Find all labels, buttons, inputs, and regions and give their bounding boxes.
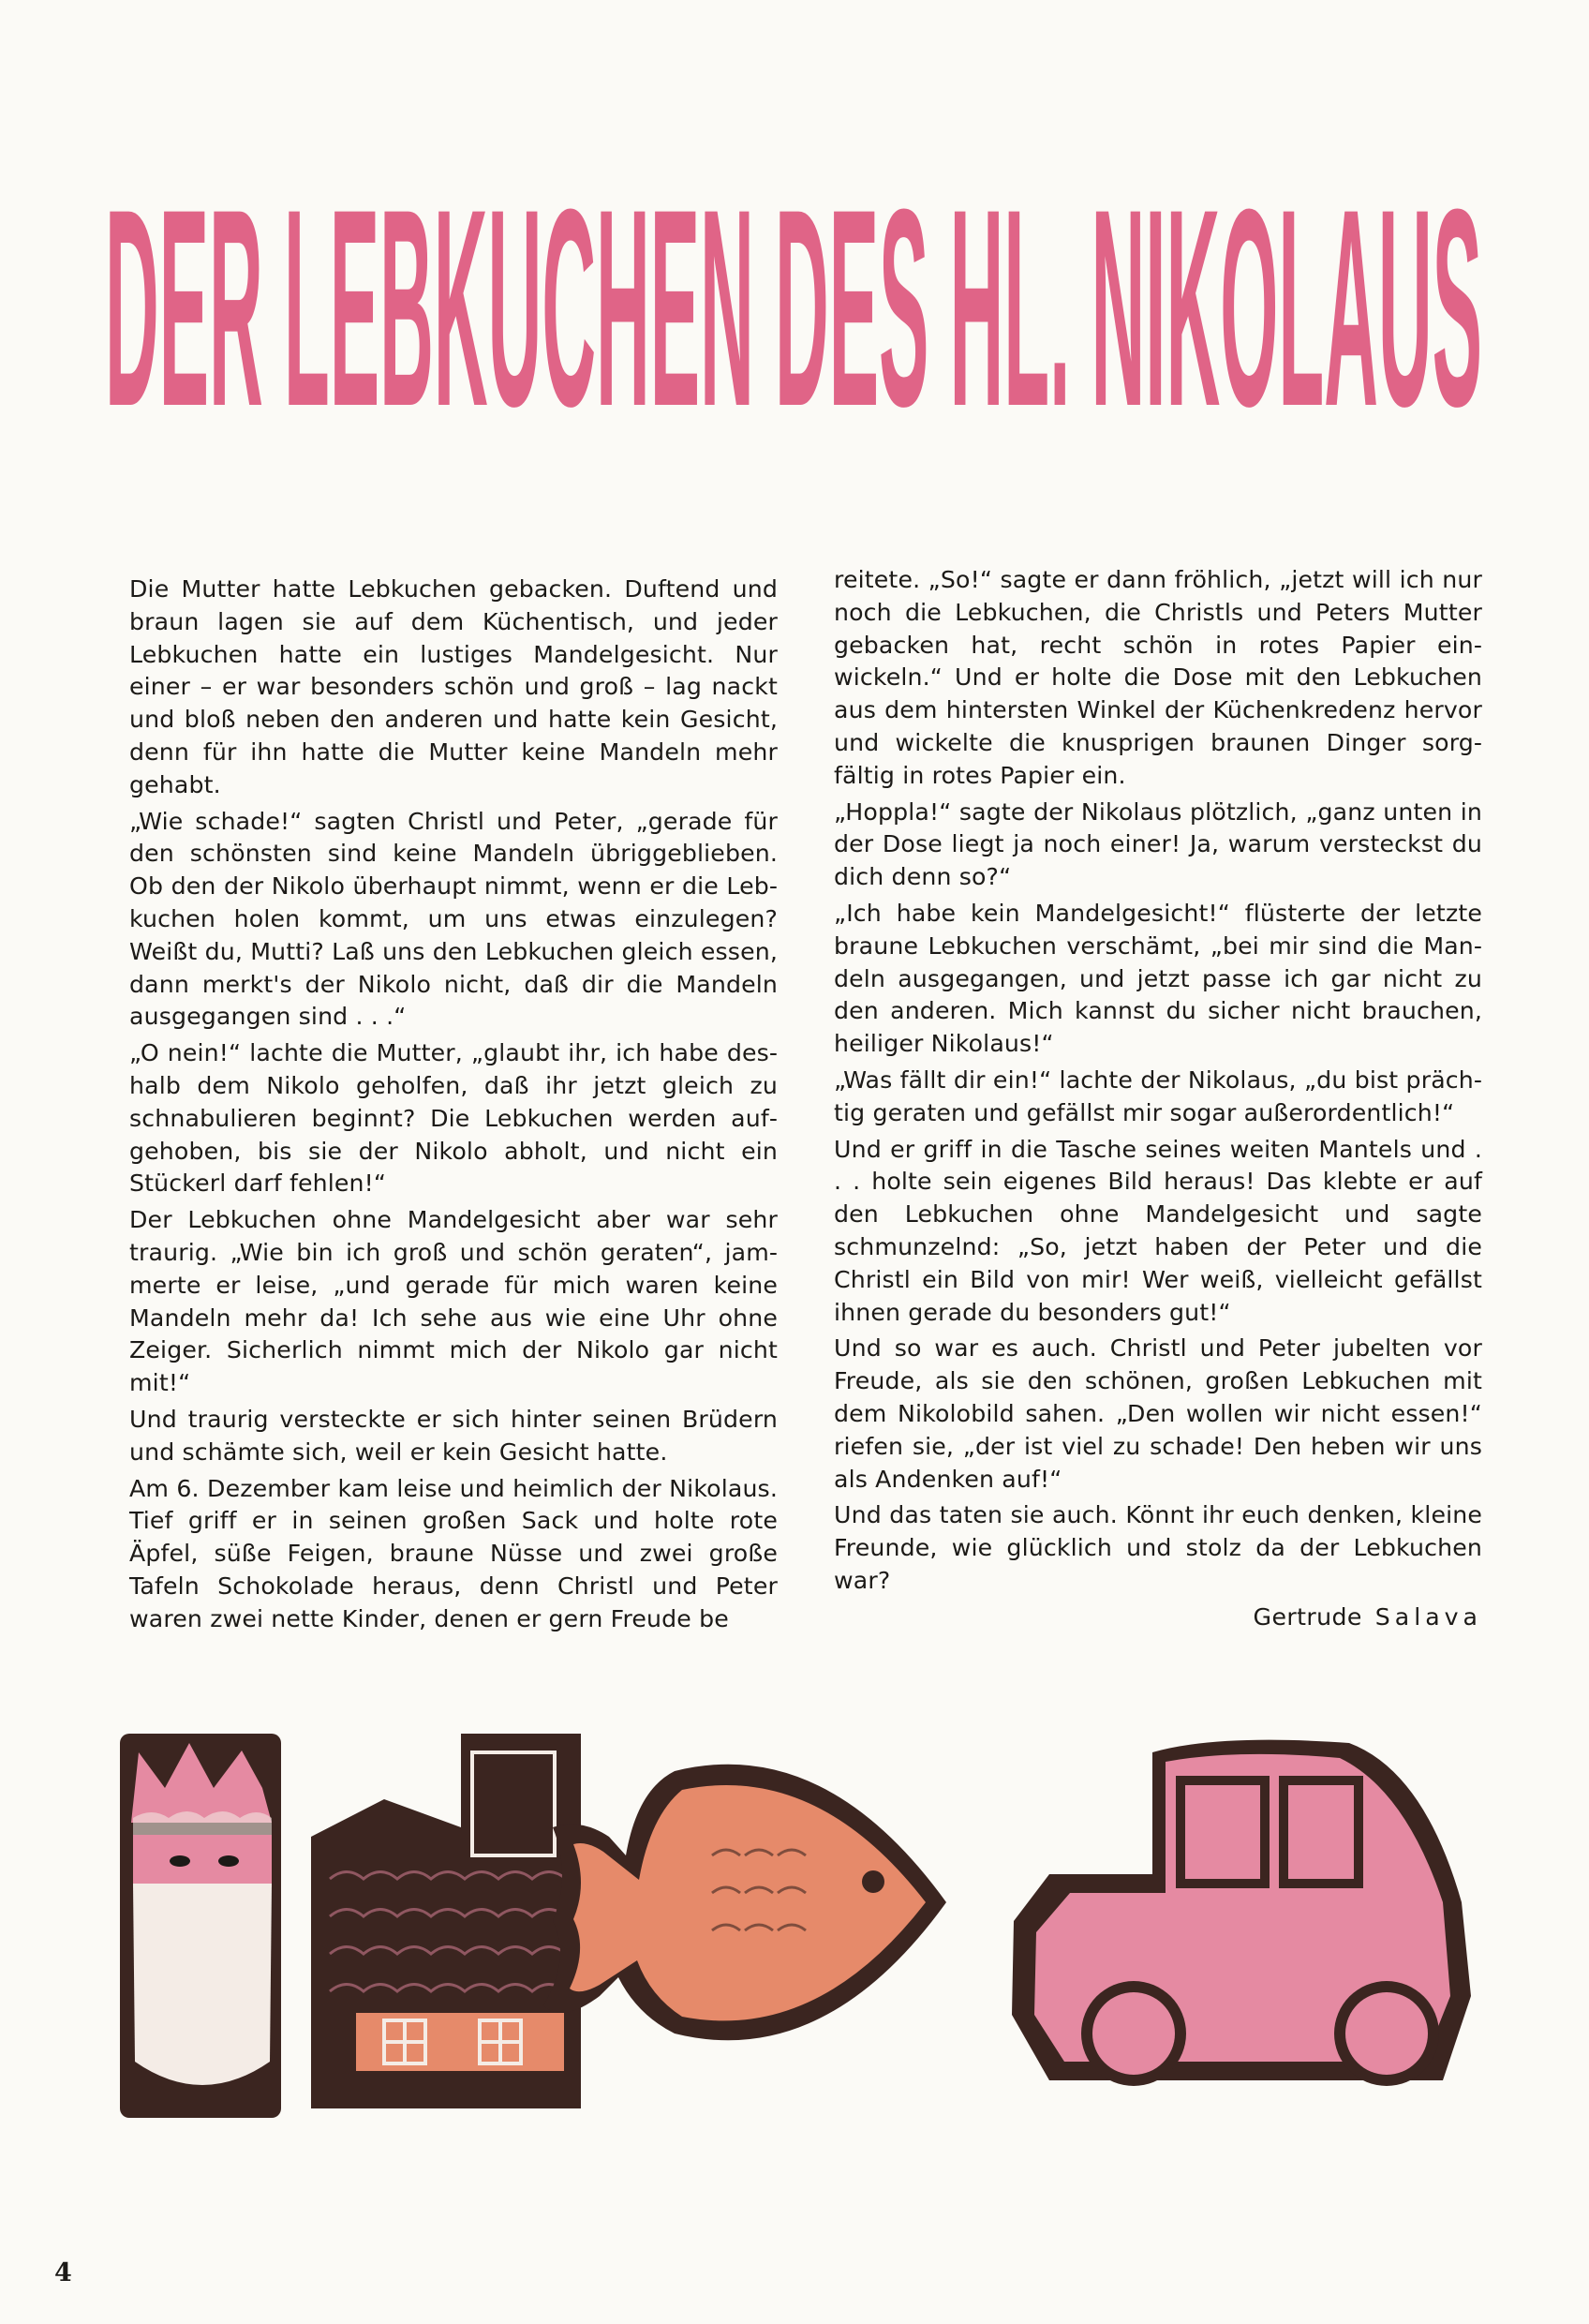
eye-icon: [218, 1855, 239, 1867]
left-column: [129, 574, 778, 1640]
paragraph: Und das taten sie auch. Könnt ihr euch denken, kleine Freunde, wie glücklich und stolz da der Lebkuchen war?: [834, 1501, 1482, 1594]
beard-icon: [133, 1884, 272, 2085]
nikolaus-cookie: [120, 1734, 281, 2118]
face-area: [133, 1835, 272, 1887]
eye-icon: [862, 1870, 884, 1893]
paragraph: Und so war es auch. Christl und Peter jubelten vor Freude, als sie den schönen, großen Lebkuchen mit dem Nikolobild sahen. „Den wollen wir nicht essen!“ riefen sie, „der ist viel zu schade! Den heben wir uns als Andenken auf!“: [834, 1334, 1482, 1493]
wheel-icon: [1092, 1992, 1175, 2075]
author-signature: [834, 1601, 1482, 1634]
cookies-svg: [112, 1715, 1499, 2127]
author-first-name: Gertrude: [1253, 1602, 1362, 1631]
paragraph: Die Mutter hatte Lebkuchen gebacken. Duftend und braun lagen sie auf dem Küchentisch, und jeder Lebkuchen hatte ein lustiges Mandelgesicht. Nur einer – er war besonders schön und groß – lag nackt und bloß neben den anderen und hatte kein Gesicht, denn für ihn hatte die Mutter keine Mandeln mehr gehabt.: [129, 575, 778, 798]
car-cookie: [1012, 1740, 1471, 2086]
title-text: DER LEBKUCHEN DES HL. NIKOLAUS: [105, 150, 1482, 442]
paragraph: reitete. „So!“ sagte er dann fröhlich, „jetzt will ich nur noch die Lebkuchen, die Christls und Peters Mutter gebacken hat, recht schön in rotes Papier einwickeln.“ Und er holte die Dose mit den Lebkuchen aus dem hintersten Winkel der Küchenkredenz hervor und wickelte die knusprigen braunen Dinger sorgfältig in rotes Papier ein.: [834, 566, 1482, 789]
house-cookie: [311, 1734, 581, 2108]
wheel-icon: [1345, 1992, 1428, 2075]
paragraph: „Ich habe kein Mandelgesicht!“ flüsterte der letzte braune Lebkuchen verschämt, „bei mir sind die Mandeln ausgegangen, und jetzt passe ich gar nicht zu den anderen. Mich kannst du sicher nicht brauchen, heiliger Nikolaus!“: [834, 899, 1482, 1058]
fish-cookie: [543, 1765, 946, 2041]
title-lettering: [105, 124, 1482, 442]
right-column: [834, 564, 1482, 1638]
gingerbread-illustration: [112, 1715, 1499, 2127]
page-number: 4: [54, 2258, 72, 2287]
paragraph: Und traurig versteckte er sich hinter seinen Brüdern und schämte sich, weil er kein Gesicht hatte.: [129, 1405, 778, 1466]
eye-icon: [170, 1855, 190, 1867]
paragraph: „Was fällt dir ein!“ lachte der Nikolaus, „du bist prächtig geraten und gefällst mir sogar außerordentlich!“: [834, 1065, 1482, 1126]
paragraph: „Hoppla!“ sagte der Nikolaus plötzlich, „ganz unten in der Dose liegt ja noch einer! Ja, warum versteckst du dich denn so?“: [834, 797, 1482, 891]
paragraph: „O nein!“ lachte die Mutter, „glaubt ihr, ich habe deshalb dem Nikolo geholfen, daß ihr jetzt gleich zu schnabulieren beginnt? Die Lebkuchen werden aufgehoben, bis sie der Nikolo abholt, und nicht ein Stückerl darf fehlen!“: [129, 1039, 778, 1198]
author-last-name: Salava: [1374, 1602, 1482, 1631]
paragraph: Der Lebkuchen ohne Mandelgesicht aber war sehr traurig. „Wie bin ich groß und schön geraten“, jammerte er leise, „und gerade für mich waren keine Mandeln mehr da! Ich sehe aus wie eine Uhr ohne Zeiger. Sicherlich nimmt mich der Nikolo gar nicht mit!“: [129, 1206, 778, 1397]
paragraph: Und er griff in die Tasche seines weiten Mantels und . . . holte sein eigenes Bild heraus! Das klebte er auf den Lebkuchen ohne Mandelgesicht und sagte schmunzelnd: „So, jetzt haben der Peter und die Christl ein Bild von mir! Wer weiß, vielleicht gefällst ihnen gerade du besonders gut!“: [834, 1135, 1482, 1326]
article-title: [105, 124, 1482, 442]
paragraph: „Wie schade!“ sagten Christl und Peter, „gerade für den schönsten sind keine Mandeln übriggeblieben. Ob den der Nikolo überhaupt nimmt, wenn er die Lebkuchen holen kommt, um uns etwas einzulegen? Weißt du, Mutti? Laß uns den Lebkuchen gleich essen, dann merkt's der Nikolo nicht, daß dir die Mandeln ausgegangen sind . . .“: [129, 807, 778, 1031]
paragraph: Am 6. Dezember kam leise und heimlich der Nikolaus. Tief griff er in seinen großen Sack und holte rote Äpfel, süße Feigen, braune Nüsse und zwei große Tafeln Schokolade heraus, denn Christl und Peter waren zwei nette Kinder, denen er gern Freude be: [129, 1474, 778, 1632]
